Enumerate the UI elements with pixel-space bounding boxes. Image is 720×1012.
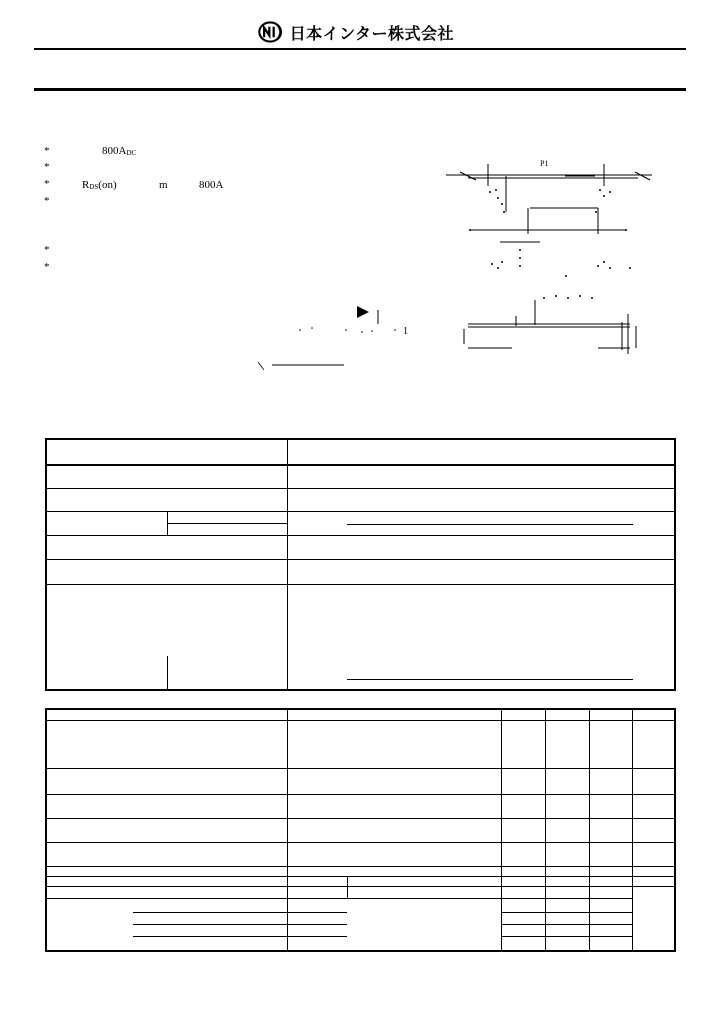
diode-triangle — [357, 306, 369, 318]
ratings-table — [45, 438, 676, 691]
company-logo — [258, 18, 454, 46]
feature-bullet: * — [44, 145, 50, 157]
feature-current-sub: DC — [126, 149, 137, 157]
circuit-diagram — [250, 300, 420, 380]
feature-current — [102, 146, 136, 159]
rdson-symbol: R — [82, 179, 90, 191]
circuit-node-label: 1 — [403, 326, 408, 337]
feature-bullet: * — [44, 178, 50, 190]
feature-bullet: * — [44, 161, 50, 173]
title-rule — [34, 88, 686, 91]
feature-rdson-unit: m — [159, 179, 168, 191]
ni-logo-icon — [258, 19, 288, 45]
rdson-tail: (on) — [98, 179, 117, 191]
feature-rdson — [82, 180, 117, 193]
outline-dim-label: P1 — [540, 159, 549, 168]
company-name: 日本インター株式会社 — [289, 23, 454, 43]
header-rule — [34, 48, 686, 50]
characteristics-table — [45, 708, 676, 952]
feature-bullet: * — [44, 195, 50, 207]
outline-drawing — [440, 150, 660, 365]
feature-bullet: * — [44, 244, 50, 256]
rdson-sub: DS — [89, 183, 99, 191]
feature-bullet: * — [44, 261, 50, 273]
feature-rdson-current: 800A — [199, 179, 224, 191]
feature-current-value: 800A — [102, 145, 127, 157]
